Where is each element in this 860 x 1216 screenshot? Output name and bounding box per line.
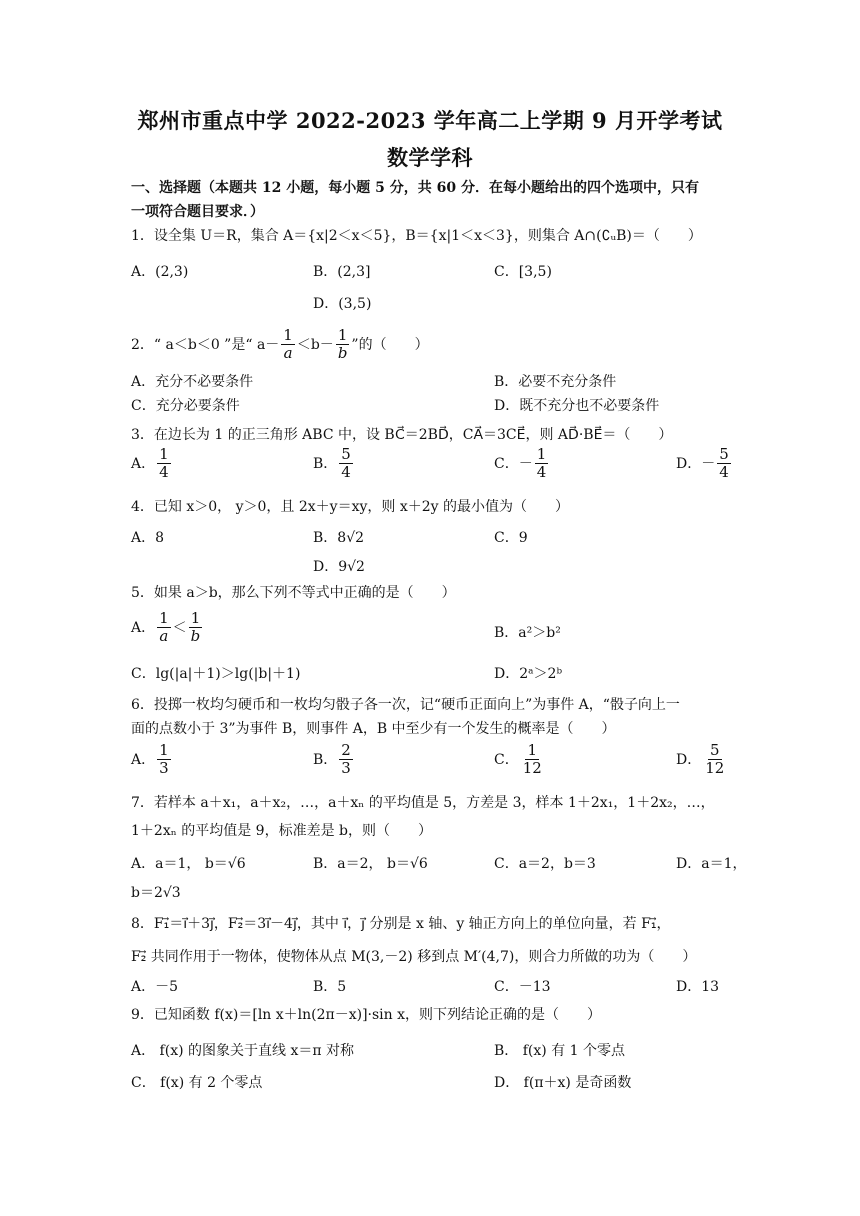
q8-option-b: B．5 xyxy=(313,979,347,995)
q7-option-b: B．a＝2， b＝√6 xyxy=(313,856,428,872)
q6-option-b xyxy=(313,742,355,778)
q6-a-den: 3 xyxy=(159,759,169,778)
q6-option-a xyxy=(131,742,173,778)
q1-option-a: A．(2,3) xyxy=(131,264,189,280)
q3-d-den: 4 xyxy=(719,463,729,482)
q3-a-den: 4 xyxy=(159,463,169,482)
q8-stem-line1: 8．F₁⃗＝i⃗＋3j⃗，F₂⃗＝3i⃗－4j⃗，其中 i⃗，j⃗ 分别是 x 轴、y 轴正方向上的单位向量，若 F₁⃗， xyxy=(131,916,671,932)
section-heading-line2: 一项符合题目要求．） xyxy=(131,204,264,220)
q3-b-den: 4 xyxy=(341,463,351,482)
q2-frac-den-a: a xyxy=(283,344,293,363)
q5-option-b: B．a²＞b² xyxy=(494,625,561,641)
q6-a-num: 1 xyxy=(159,741,169,759)
q5-a-den-right: b xyxy=(190,627,201,646)
q3-a-label: A． xyxy=(131,455,156,472)
q2-stem-mid: ＜b－ xyxy=(296,336,334,353)
q9-option-d: D． f(π＋x) 是奇函数 xyxy=(494,1075,632,1091)
q6-d-den: 12 xyxy=(705,759,725,778)
q4-stem: 4．已知 x＞0， y＞0，且 2x＋y＝xy，则 x＋2y 的最小值为（ ） xyxy=(131,499,570,515)
q6-d-num: 5 xyxy=(710,741,720,759)
q5-a-num-right: 1 xyxy=(190,609,201,627)
q3-option-b xyxy=(313,446,355,482)
q7-option-d-continued: b＝2√3 xyxy=(131,885,181,901)
q6-b-den: 3 xyxy=(341,759,351,778)
q6-b-label: B． xyxy=(313,751,338,768)
q5-a-num-left: 1 xyxy=(159,609,169,627)
q6-c-num: 1 xyxy=(527,741,538,759)
q7-option-d: D．a＝1， xyxy=(676,856,747,872)
section-heading-line1: 一、选择题（本题共 12 小题，每小题 5 分，共 60 分．在每小题给出的四个选项中，只有 xyxy=(131,180,699,196)
q8-option-d: D．13 xyxy=(676,979,720,995)
q2-frac-num-a: 1 xyxy=(283,326,293,344)
exam-title: 郑州市重点中学 2022-2023 学年高二上学期 9 月开学考试 xyxy=(137,108,723,133)
q2-fraction-a xyxy=(281,327,295,363)
q3-d-fraction xyxy=(717,446,731,482)
q2-option-a: A．充分不必要条件 xyxy=(131,374,254,390)
q6-b-num: 2 xyxy=(341,741,351,759)
q9-stem: 9．已知函数 f(x)＝[ln x＋ln(2π－x)]·sin x，则下列结论正确的是（ ） xyxy=(131,1007,602,1023)
q5-option-a xyxy=(131,610,204,646)
q1-option-d: D．(3,5) xyxy=(313,296,372,312)
q2-option-b: B．必要不充分条件 xyxy=(494,374,617,390)
q6-stem-line1: 6．投掷一枚均匀硬币和一枚均匀骰子各一次，记“硬币正面向上”为事件 A，“骰子向上一 xyxy=(131,697,680,713)
q4-option-c: C．9 xyxy=(494,530,528,546)
q6-c-fraction xyxy=(521,742,544,778)
q8-stem-line2: F₂⃗ 共同作用于一物体，使物体从点 M(3,－2) 移到点 M′(4,7)，则合力所做的功为（ ） xyxy=(131,949,697,965)
q5-option-c: C．lg(|a|＋1)＞lg(|b|＋1) xyxy=(131,666,301,682)
q6-stem-line2: 面的点数小于 3”为事件 B，则事件 A，B 中至少有一个发生的概率是（ ） xyxy=(131,721,616,737)
q6-c-label: C． xyxy=(494,751,519,768)
q7-option-a: A．a＝1， b＝√6 xyxy=(131,856,246,872)
q3-option-c xyxy=(494,446,550,482)
q4-option-d: D．9√2 xyxy=(313,559,365,575)
q2-option-d: D．既不充分也不必要条件 xyxy=(494,398,660,414)
q2-fraction-b xyxy=(336,327,350,363)
q8-option-c: C．－13 xyxy=(494,979,551,995)
q7-option-c: C．a＝2，b＝3 xyxy=(494,856,596,872)
q5-a-mid: ＜ xyxy=(172,619,187,636)
q3-option-d xyxy=(676,446,733,482)
q3-option-a xyxy=(131,446,173,482)
q3-b-label: B． xyxy=(313,455,338,472)
q7-stem-line1: 7．若样本 a＋x₁，a＋x₂，…，a＋xₙ 的平均值是 5，方差是 3，样本 1＋2x₁，1＋2x₂，…， xyxy=(131,795,715,811)
q7-stem-line2: 1＋2xₙ 的平均值是 9，标准差是 b，则（ ） xyxy=(131,823,432,839)
q3-b-num: 5 xyxy=(341,445,351,463)
q2-option-c: C．充分必要条件 xyxy=(131,398,240,414)
q3-d-label: D．－ xyxy=(676,455,716,472)
q9-option-b: B． f(x) 有 1 个零点 xyxy=(494,1043,625,1059)
q4-option-a: A．8 xyxy=(131,530,165,546)
q2-stem-pre: 2．“ a＜b＜0 ”是“ a－ xyxy=(131,336,280,353)
q6-option-d xyxy=(676,742,728,778)
q5-stem: 5．如果 a＞b，那么下列不等式中正确的是（ ） xyxy=(131,585,456,601)
exam-subject: 数学学科 xyxy=(387,145,473,170)
q9-option-a: A． f(x) 的图象关于直线 x＝π 对称 xyxy=(131,1043,355,1059)
q6-option-c xyxy=(494,742,546,778)
q3-c-label: C．－ xyxy=(494,455,533,472)
q3-c-fraction xyxy=(535,446,549,482)
q3-b-fraction xyxy=(339,446,353,482)
q5-a-label: A． xyxy=(131,619,156,636)
q2-frac-den-b: b xyxy=(337,344,348,363)
q5-a-fraction-right xyxy=(189,610,203,646)
q1-option-c: C．[3,5) xyxy=(494,264,552,280)
q4-option-b: B．8√2 xyxy=(313,530,365,546)
q6-c-den: 12 xyxy=(522,759,542,778)
q5-a-fraction-left xyxy=(157,610,171,646)
q6-a-label: A． xyxy=(131,751,156,768)
q6-d-label: D． xyxy=(676,751,702,768)
q5-a-den-left: a xyxy=(159,627,169,646)
q1-option-b: B．(2,3] xyxy=(313,264,371,280)
q6-a-fraction xyxy=(157,742,171,778)
q3-d-num: 5 xyxy=(719,445,729,463)
q2-stem xyxy=(131,327,429,363)
q3-c-num: 1 xyxy=(536,445,547,463)
q2-frac-num-b: 1 xyxy=(337,326,348,344)
q3-stem: 3．在边长为 1 的正三角形 ABC 中，设 BC⃗＝2BD⃗，CA⃗＝3CE⃗，则 AD⃗·BE⃗＝（ ） xyxy=(131,427,673,443)
q3-a-num: 1 xyxy=(159,445,169,463)
q2-stem-post: ”的（ ） xyxy=(351,336,429,353)
q5-option-d: D．2ᵃ＞2ᵇ xyxy=(494,666,563,682)
q1-stem: 1．设全集 U＝R，集合 A＝{x|2＜x＜5}，B＝{x|1＜x＜3}，则集合 A∩(∁ᵤB)＝（ ） xyxy=(131,228,702,244)
q3-c-den: 4 xyxy=(536,463,547,482)
q8-option-a: A．－5 xyxy=(131,979,179,995)
q3-a-fraction xyxy=(157,446,171,482)
q6-b-fraction xyxy=(339,742,353,778)
q6-d-fraction xyxy=(703,742,726,778)
q9-option-c: C． f(x) 有 2 个零点 xyxy=(131,1075,263,1091)
